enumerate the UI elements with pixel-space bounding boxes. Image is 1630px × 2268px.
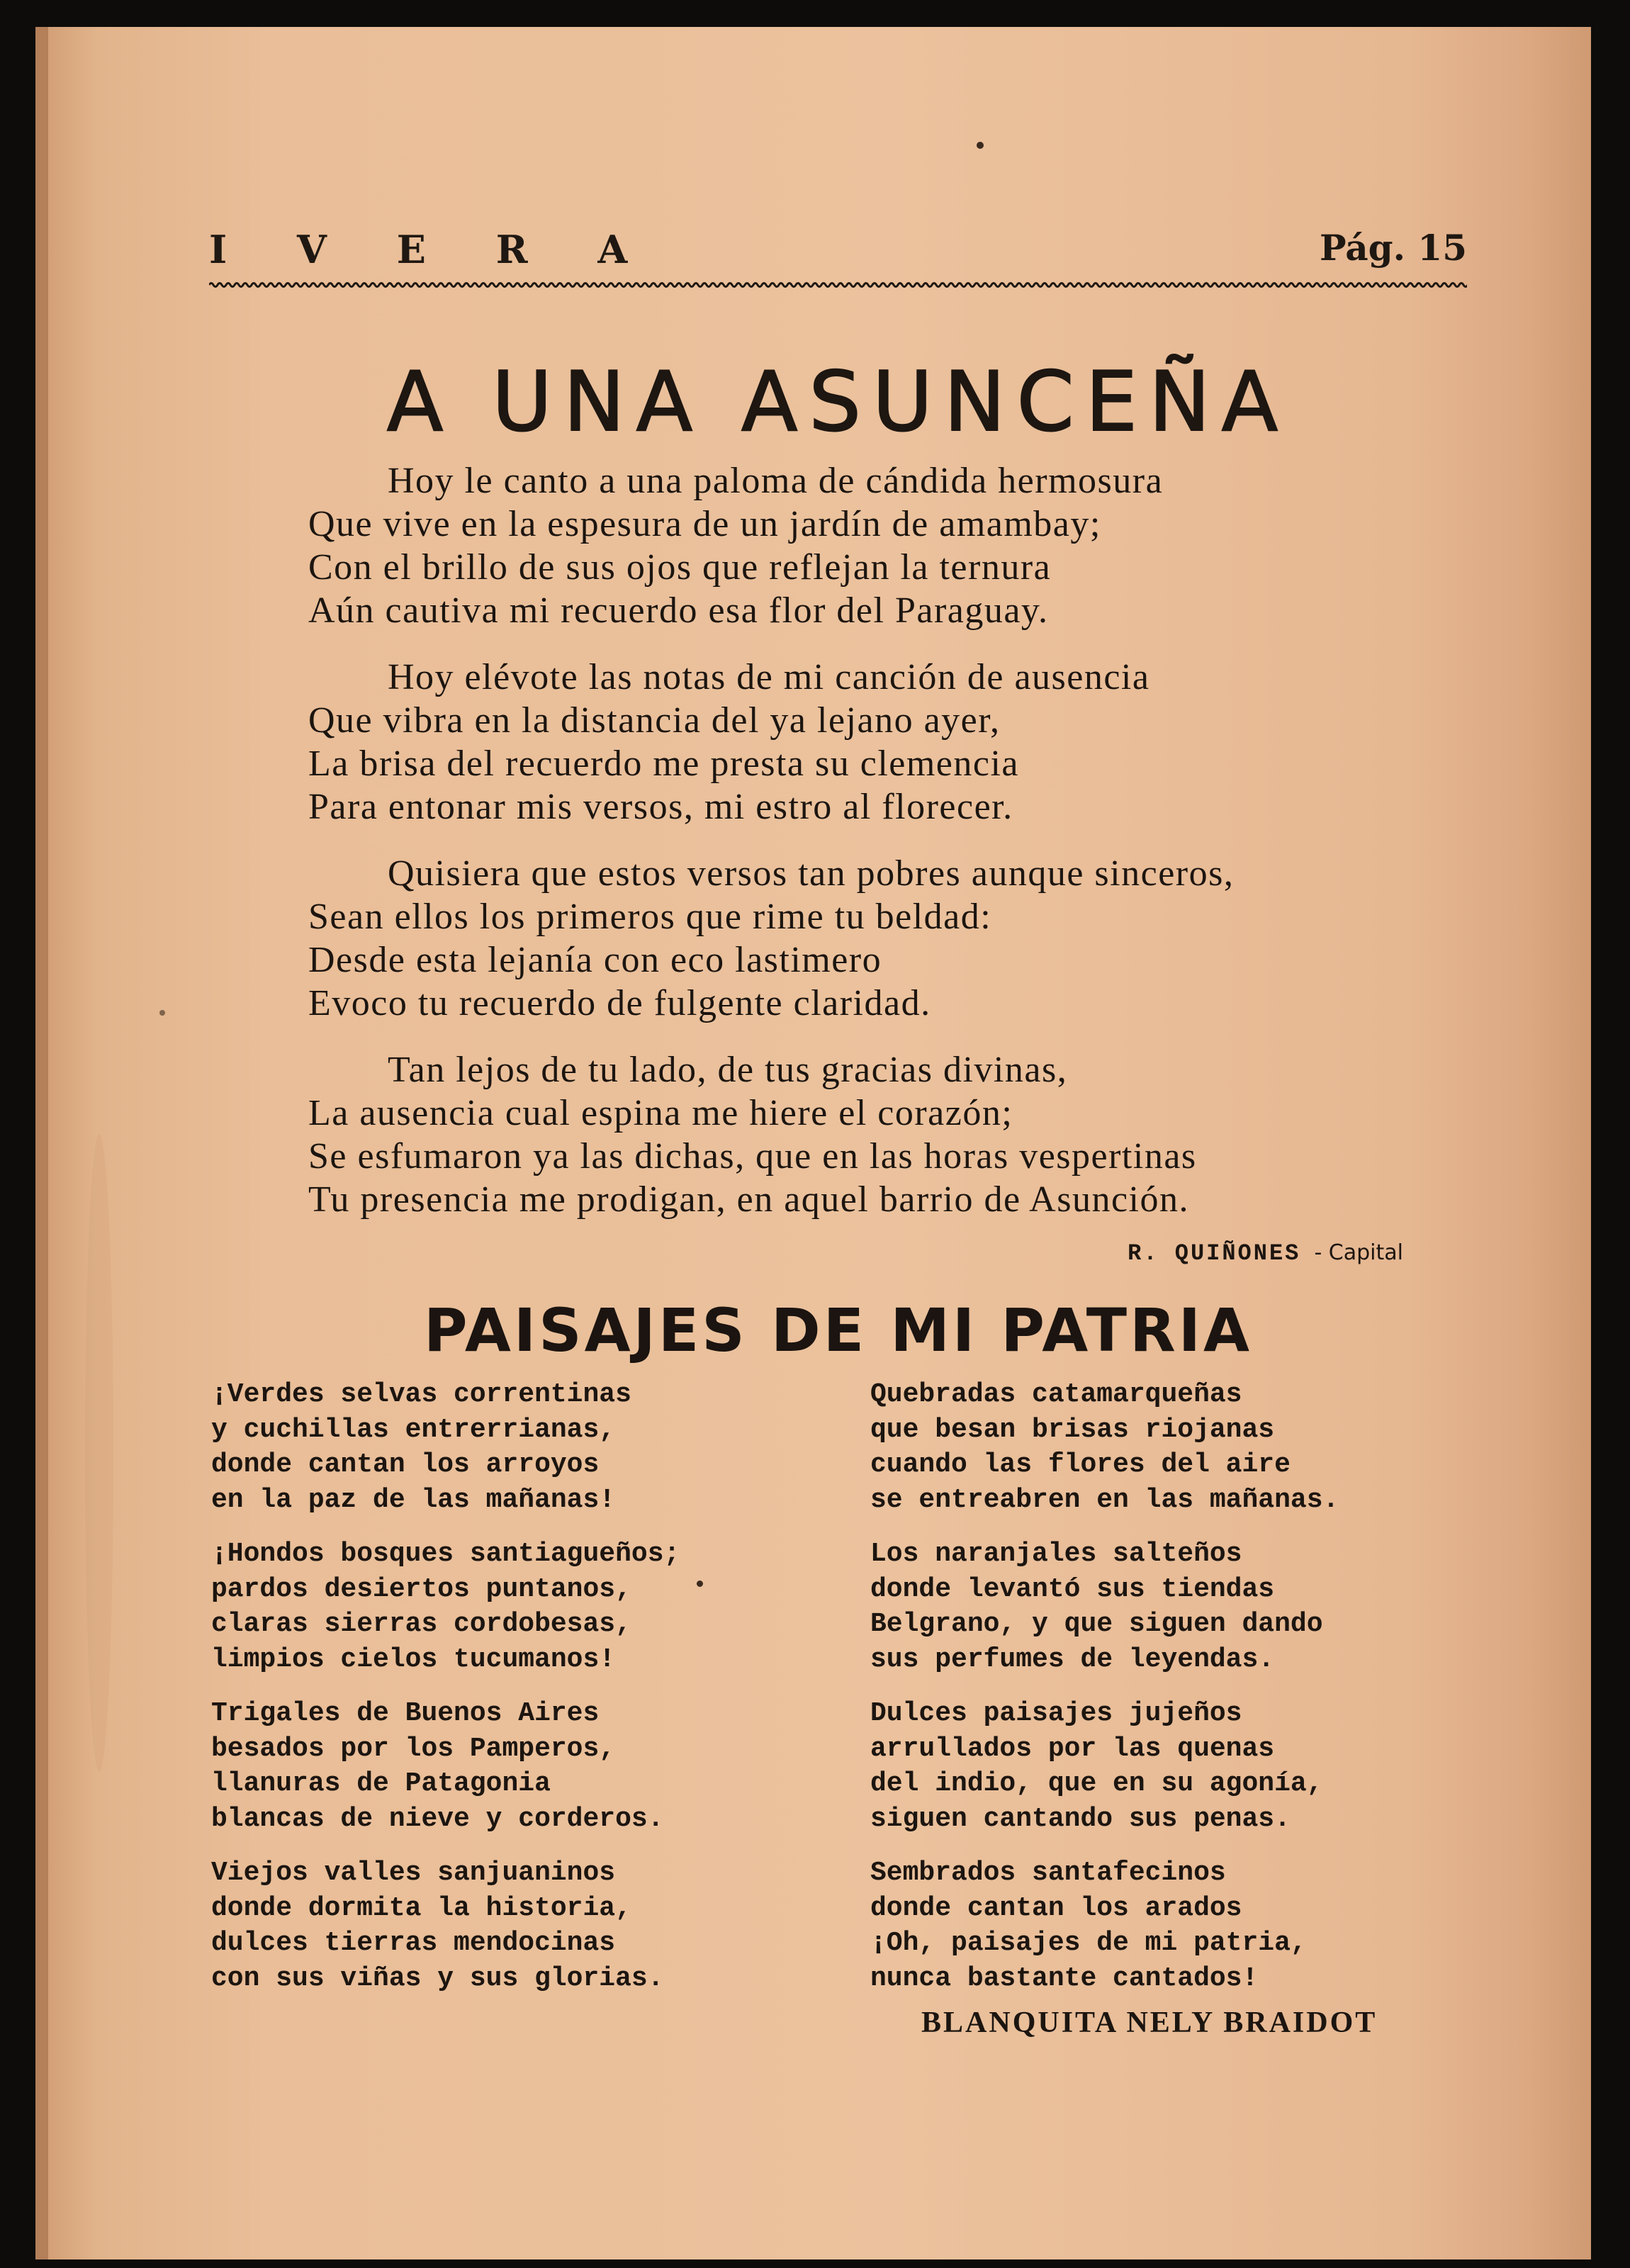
verse-line: Los naranjales salteños (870, 1539, 1242, 1569)
stanza (308, 656, 1400, 829)
verse-line: sus perfumes de leyendas. (870, 1644, 1275, 1675)
verse-line: que besan brisas riojanas (870, 1414, 1275, 1445)
verse-line: Desde esta lejanía con eco lastimero (308, 940, 882, 980)
stanza (211, 1377, 750, 1517)
verse-line: blancas de nieve y corderos. (211, 1803, 664, 1834)
paper-speck (159, 1010, 165, 1016)
page-edge (35, 27, 48, 2259)
verse-line: Quebradas catamarqueñas (870, 1379, 1242, 1410)
verse-line: nunca bastante cantados! (870, 1963, 1259, 1994)
verse-line: siguen cantando sus penas. (870, 1803, 1291, 1834)
verse-line: Hoy le canto a una paloma de cándida hermosura (388, 461, 1164, 501)
verse-line: donde levantó sus tiendas (870, 1573, 1275, 1605)
stanza (870, 1377, 1437, 1517)
wavy-rule (209, 280, 1467, 290)
verse-line: Que vibra en la distancia del ya lejano ayer, (308, 700, 1001, 741)
author-name: R. QUIÑONES (1128, 1240, 1301, 1267)
verse-line: Belgrano, y que siguen dando (870, 1609, 1323, 1639)
verse-line: se entreabren en las mañanas. (870, 1484, 1339, 1515)
verse-line: claras sierras cordobesas, (211, 1609, 631, 1639)
verse-line: donde dormita la historia, (211, 1892, 631, 1924)
verse-line: Se esfumaron ya las dichas, que en las horas vespertinas (308, 1136, 1197, 1177)
verse-line: La brisa del recuerdo me presta su clemencia (308, 743, 1019, 784)
author-place: - Capital (1314, 1240, 1403, 1265)
verse-line: Sembrados santafecinos (870, 1858, 1226, 1888)
verse-line: La ausencia cual espina me hiere el corazón; (308, 1093, 1013, 1133)
verse-line: en la paz de las mañanas! (211, 1484, 616, 1515)
verse-line: con sus viñas y sus glorias. (211, 1963, 664, 1994)
verse-line: llanuras de Patagonia (211, 1768, 551, 1799)
poem-body (308, 459, 1400, 1245)
verse-line: y cuchillas entrerrianas, (211, 1414, 616, 1445)
page-number: Pág. 15 (1319, 227, 1467, 269)
verse-line: Aún cautiva mi recuerdo esa flor del Paraguay. (308, 590, 1049, 631)
verse-line: Con el brillo de sus ojos que reflejan la ternura (308, 547, 1052, 588)
stanza (870, 1537, 1437, 1677)
paper-stain (85, 1134, 113, 1772)
verse-line: pardos desiertos puntanos, (211, 1573, 631, 1605)
verse-line: Hoy elévote las notas de mi canción de ausencia (388, 657, 1150, 697)
stanza (211, 1537, 750, 1677)
stanza (211, 1696, 750, 1836)
stanza (308, 1048, 1400, 1221)
poem-author: BLANQUITA NELY BRAIDOT (921, 2006, 1378, 2039)
verse-line: arrullados por las quenas (870, 1733, 1275, 1764)
verse-line: ¡Oh, paisajes de mi patria, (870, 1928, 1307, 1958)
verse-line: Para entonar mis versos, mi estro al florecer. (308, 787, 1013, 827)
verse-line: Viejos valles sanjuaninos (211, 1858, 616, 1888)
poem-title: PAISAJES DE MI PATRIA (423, 1296, 1253, 1365)
stanza (211, 1856, 750, 1996)
stanza (308, 852, 1400, 1025)
verse-line: cuando las flores del aire (870, 1449, 1291, 1480)
stanza (870, 1696, 1437, 1836)
stanza (308, 459, 1400, 632)
running-header (209, 227, 1467, 298)
verse-line: besados por los Pamperos, (211, 1733, 616, 1764)
verse-line: Tan lejos de tu lado, de tus gracias divinas, (388, 1050, 1068, 1090)
poem-author (1128, 1240, 1403, 1267)
poem-title: A UNA ASUNCEÑA (386, 354, 1290, 450)
paper-speck (697, 1581, 703, 1587)
magazine-title: I V E R A (209, 227, 656, 272)
verse-line: donde cantan los arroyos (211, 1449, 600, 1480)
verse-line: dulces tierras mendocinas (211, 1928, 616, 1958)
verse-line: ¡Verdes selvas correntinas (211, 1379, 631, 1410)
poem-column-right (870, 1377, 1437, 2015)
verse-line: Dulces paisajes jujeños (870, 1698, 1242, 1729)
poem-column-left (211, 1377, 750, 2015)
verse-line: limpios cielos tucumanos! (211, 1644, 616, 1675)
verse-line: ¡Hondos bosques santiagueños; (211, 1539, 680, 1569)
verse-line: Tu presencia me prodigan, en aquel barrio de Asunción. (308, 1179, 1190, 1220)
paper-speck (977, 142, 984, 149)
verse-line: Que vive en la espesura de un jardín de amambay; (308, 504, 1101, 544)
verse-line: Sean ellos los primeros que rime tu beldad: (308, 897, 992, 937)
stanza (870, 1856, 1437, 1996)
verse-line: Quisiera que estos versos tan pobres aunque sinceros, (388, 853, 1235, 894)
verse-line: donde cantan los arados (870, 1892, 1242, 1924)
verse-line: Evoco tu recuerdo de fulgente claridad. (308, 983, 931, 1023)
verse-line: del indio, que en su agonía, (870, 1768, 1323, 1799)
verse-line: Trigales de Buenos Aires (211, 1698, 600, 1729)
